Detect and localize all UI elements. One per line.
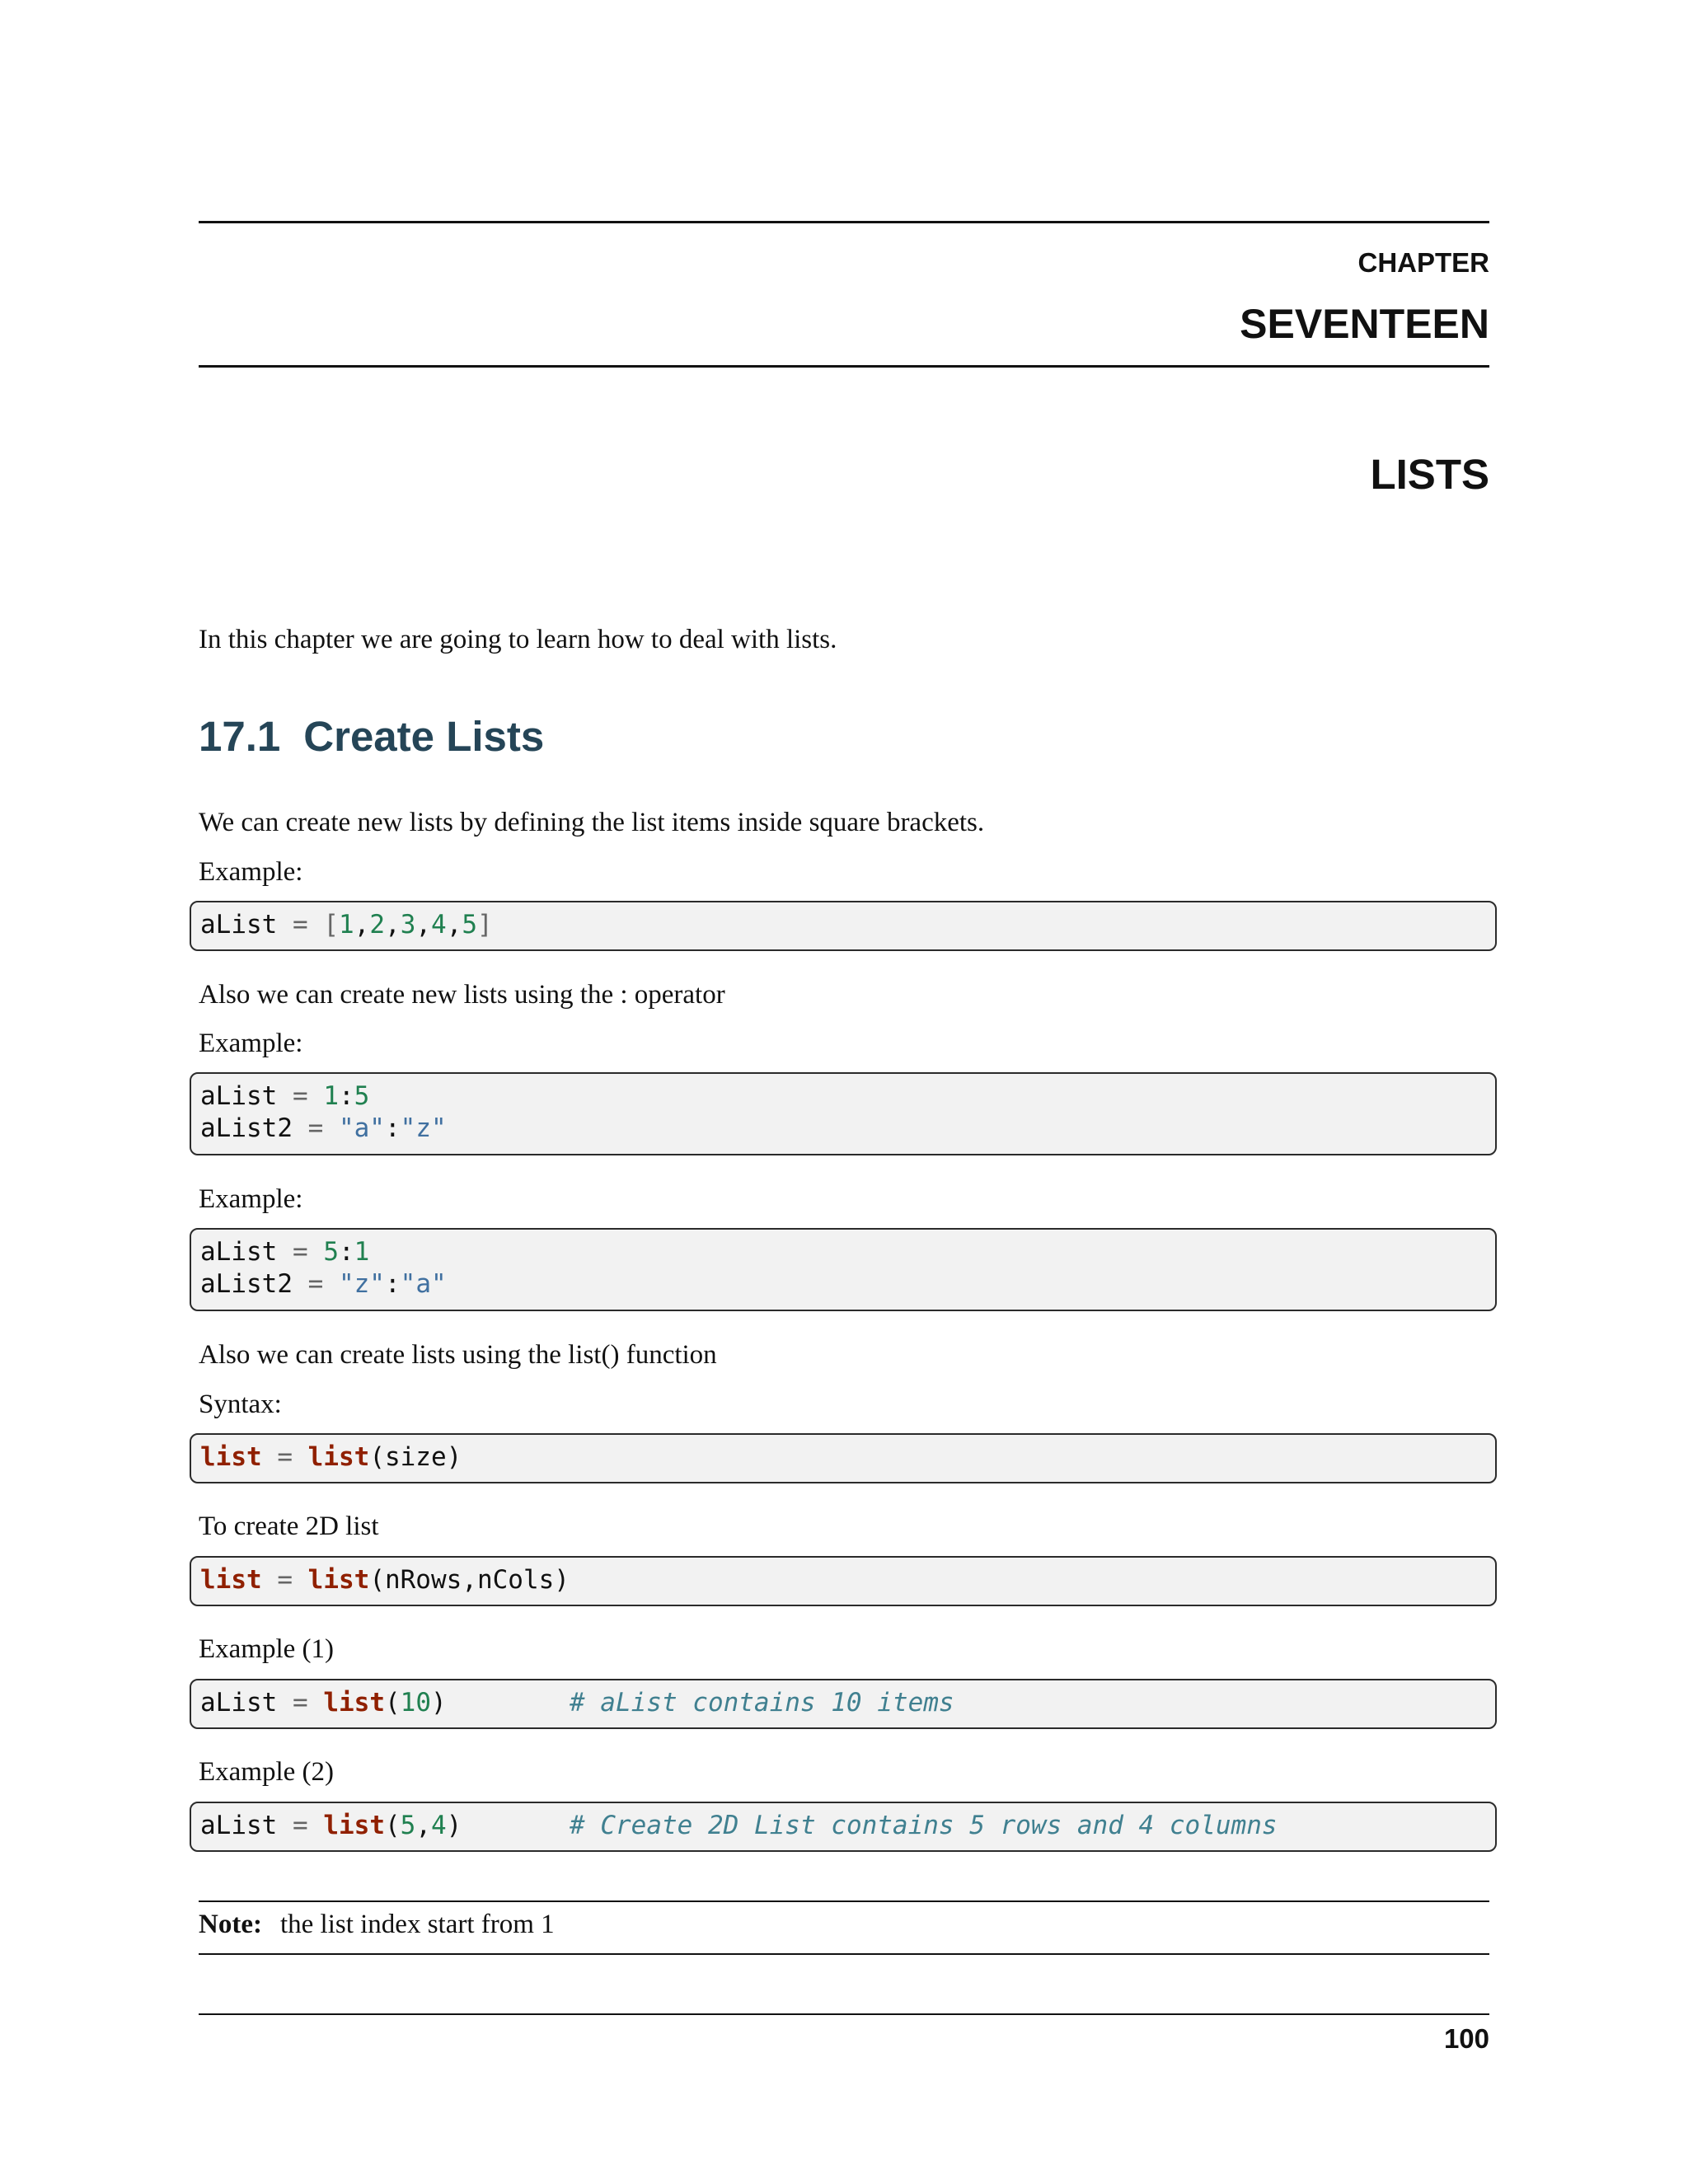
code-token: , [415, 1811, 431, 1840]
code-block-syntax [190, 1433, 1497, 1483]
code-block-3 [190, 1228, 1497, 1311]
example-label-4: Example (1) [199, 1634, 335, 1664]
code-token: 5 [462, 910, 478, 940]
code-token: list [323, 1811, 385, 1840]
intro-paragraph: In this chapter we are going to learn how to deal with lists. [199, 625, 837, 654]
code-token: "z" [338, 1269, 385, 1299]
code-token: = [261, 1565, 308, 1595]
chapter-label: CHAPTER [1357, 247, 1489, 278]
code-token: 5 [400, 1811, 416, 1840]
code-token: list [307, 1442, 370, 1472]
code-token: : [384, 1113, 401, 1143]
code-token: "a" [400, 1269, 447, 1299]
code-token: ) [430, 1688, 447, 1718]
code-block-2d-syntax [190, 1556, 1497, 1606]
section-number: 17.1 [199, 713, 281, 760]
note-top-rule [199, 1900, 1489, 1902]
code-line [200, 1564, 1487, 1596]
code-token: aList2 [200, 1269, 293, 1299]
code-line [200, 1080, 1487, 1113]
code-token: aList [200, 910, 278, 940]
code-block-1 [190, 901, 1497, 951]
note [199, 1908, 555, 1941]
code-line [200, 1810, 1487, 1842]
code-token: 1 [354, 1237, 370, 1267]
paragraph-list-function: Also we can create lists using the list() function [199, 1340, 717, 1370]
code-token: 3 [400, 910, 416, 940]
code-token: 5 [323, 1237, 339, 1267]
code-block-example-1 [190, 1679, 1497, 1729]
syntax-label: Syntax: [199, 1390, 282, 1419]
code-line [200, 1441, 1487, 1474]
section-title: Create Lists [303, 713, 545, 760]
note-bottom-rule [199, 1953, 1489, 1955]
code-token: aList [200, 1237, 278, 1267]
code-token: list [200, 1442, 262, 1472]
footer-rule [199, 2013, 1489, 2015]
code-token: aList [200, 1688, 278, 1718]
code-line [200, 909, 1487, 941]
code-token: # Create 2D List contains 5 rows and 4 columns [570, 1811, 1278, 1840]
code-line [200, 1113, 1487, 1145]
code-token: list [200, 1565, 262, 1595]
code-line [200, 1236, 1487, 1268]
chapter-title: LISTS [1370, 451, 1489, 498]
code-token: 10 [400, 1688, 431, 1718]
code-token: 4 [431, 910, 447, 940]
code-token: = [261, 1442, 308, 1472]
code-token: = [277, 1237, 324, 1267]
chapter-number-word: SEVENTEEN [1240, 301, 1489, 347]
code-token: aList2 [200, 1113, 293, 1143]
code-token: "z" [400, 1113, 447, 1143]
code-token: aList [200, 1811, 278, 1840]
code-token: : [384, 1269, 401, 1299]
code-token: , [446, 910, 462, 940]
example-label-3: Example: [199, 1184, 303, 1214]
code-token: # aList contains 10 items [569, 1688, 954, 1718]
note-text: the list index start from 1 [279, 1910, 555, 1939]
code-token: "a" [338, 1113, 385, 1143]
code-token: aList [200, 1081, 278, 1111]
example-label-5: Example (2) [199, 1757, 335, 1787]
paragraph-brackets: We can create new lists by defining the list items inside square brackets. [199, 808, 985, 837]
code-token: ( [384, 1688, 401, 1718]
code-token: : [339, 1237, 354, 1267]
chapter-bottom-rule [199, 365, 1489, 368]
code-line [200, 1268, 1487, 1301]
code-token: list [323, 1688, 385, 1718]
example-label-1: Example: [199, 857, 303, 887]
code-token [447, 1688, 570, 1718]
section-heading [199, 712, 544, 761]
code-line [200, 1687, 1487, 1719]
code-token: 1 [339, 910, 354, 940]
note-label: Note: [199, 1910, 262, 1939]
code-token: ) [446, 1811, 462, 1840]
code-token: ] [477, 910, 493, 940]
code-token [462, 1811, 570, 1840]
code-token: (size) [369, 1442, 462, 1472]
code-token: , [415, 910, 432, 940]
code-token: , [385, 910, 401, 940]
page-number: 100 [1443, 2023, 1489, 2054]
code-token: 1 [323, 1081, 339, 1111]
code-block-example-2 [190, 1802, 1497, 1852]
code-token: = [277, 910, 324, 940]
code-token: , [354, 910, 370, 940]
code-token: = [292, 1113, 339, 1143]
code-token: 5 [354, 1081, 370, 1111]
example-label-2: Example: [199, 1029, 303, 1058]
paragraph-operator: Also we can create new lists using the : operator [199, 980, 725, 1010]
code-token: 2 [369, 910, 386, 940]
paragraph-2d-list: To create 2D list [199, 1511, 379, 1541]
code-token: = [277, 1811, 324, 1840]
code-token: = [277, 1081, 324, 1111]
code-token: 4 [431, 1811, 447, 1840]
code-token: ( [384, 1811, 401, 1840]
code-token: [ [323, 910, 339, 940]
code-token: : [339, 1081, 354, 1111]
code-token: list [307, 1565, 370, 1595]
chapter-top-rule [199, 221, 1489, 223]
code-token: = [277, 1688, 324, 1718]
code-token: (nRows,nCols) [369, 1565, 570, 1595]
code-token: = [292, 1269, 339, 1299]
code-block-2 [190, 1072, 1497, 1155]
